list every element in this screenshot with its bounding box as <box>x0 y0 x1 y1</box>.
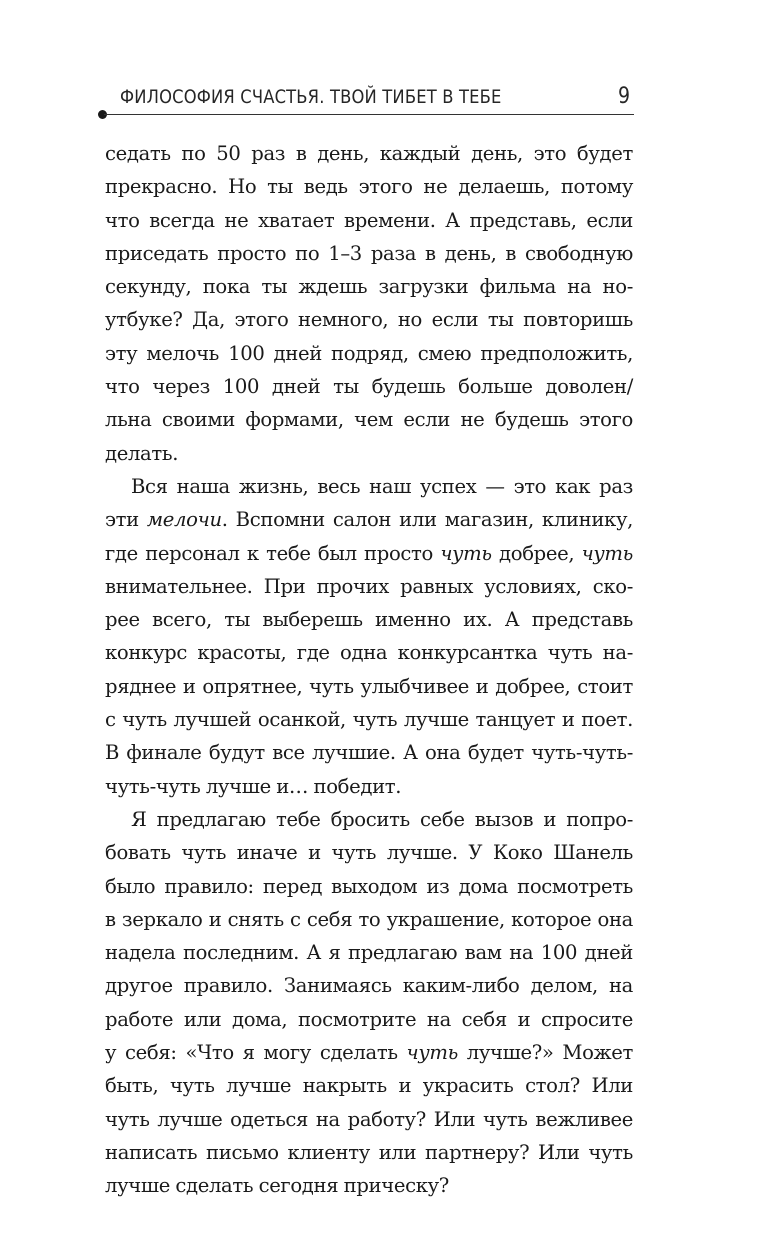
text-run: приседать просто по 1–3 раза в день, в свободную <box>105 241 633 265</box>
italic-emphasis: чуть <box>440 541 492 565</box>
text-run: делать. <box>105 441 179 465</box>
text-line <box>105 470 633 503</box>
text-run: что через 100 дней ты будешь больше доволен/ <box>105 375 633 399</box>
text-run: эту мелочь 100 дней подряд, смею предположить, <box>105 341 633 365</box>
text-line <box>105 570 633 603</box>
text-run: работе или дома, посмотрите на себя и спросите <box>105 1007 633 1031</box>
text-run: утбуке? Да, этого немного, но если ты повторишь <box>105 308 633 332</box>
text-line <box>105 403 633 436</box>
text-run: чуть лучше одеться на работу? Или чуть вежливее <box>105 1107 633 1131</box>
text-run: написать письмо клиенту или партнеру? Или чуть <box>105 1140 633 1164</box>
text-run: седать по 50 раз в день, каждый день, это будет <box>105 142 633 165</box>
text-line <box>105 503 633 536</box>
text-line <box>105 204 633 237</box>
text-line <box>105 803 633 836</box>
text-line <box>105 1036 633 1069</box>
text-line <box>105 603 633 636</box>
text-run: Вся наша жизнь, весь наш успех — это как раз <box>131 474 633 498</box>
text-line <box>105 903 633 936</box>
text-run: быть, чуть лучше накрыть и украсить стол? Или <box>105 1074 633 1098</box>
text-run: льна своими формами, чем если не будешь этого <box>105 408 633 432</box>
text-line <box>105 670 633 703</box>
text-run: что всегда не хватает времени. А представь, если <box>105 208 633 232</box>
text-run: ряднее и опрятнее, чуть улыбчивее и добрее, стоит <box>105 674 633 698</box>
page-number: 9 <box>618 84 631 109</box>
text-run: секунду, пока ты ждешь загрузки фильма на но- <box>105 275 633 299</box>
text-line <box>105 237 633 270</box>
text-run: в зеркало и снять с себя то украшение, которое она <box>105 907 633 931</box>
text-run: чуть-чуть лучше и… победит. <box>105 774 402 798</box>
text-run: у себя: «Что я могу сделать <box>105 1041 407 1065</box>
text-run: Я предлагаю тебе бросить себе вызов и попро- <box>131 807 633 831</box>
header-rule <box>104 114 634 115</box>
body-text <box>105 137 633 1203</box>
text-line <box>105 1003 633 1036</box>
paragraph <box>105 137 633 470</box>
running-title: ФИЛОСОФИЯ СЧАСТЬЯ. ТВОЙ ТИБЕТ В ТЕБЕ <box>120 86 502 108</box>
text-run: внимательнее. При прочих равных условиях, ско- <box>105 574 633 598</box>
text-line <box>105 636 633 669</box>
text-run: В финале будут все лучшие. А она будет чуть-чуть- <box>105 741 633 765</box>
text-line <box>105 170 633 203</box>
text-run: было правило: перед выходом из дома посмотреть <box>105 874 633 898</box>
text-line <box>105 370 633 403</box>
italic-emphasis: чуть <box>406 1041 458 1065</box>
paragraph <box>105 803 633 1203</box>
text-run: где персонал к тебе был просто <box>105 541 441 565</box>
text-run: эти <box>105 508 147 532</box>
text-line <box>105 969 633 1002</box>
text-line <box>105 1103 633 1136</box>
text-line <box>105 870 633 903</box>
text-run: прекрасно. Но ты ведь этого не делаешь, потому <box>105 175 633 199</box>
text-line <box>105 437 633 470</box>
text-line <box>105 1069 633 1102</box>
text-line <box>105 770 633 803</box>
text-line <box>105 303 633 336</box>
text-line <box>105 537 633 570</box>
text-line <box>105 137 633 170</box>
paragraph <box>105 470 633 803</box>
text-line <box>105 836 633 869</box>
text-line <box>105 270 633 303</box>
text-run: лучше?» Может <box>457 1041 633 1065</box>
text-line <box>105 703 633 736</box>
text-run: лучше сделать сегодня прическу? <box>105 1174 449 1198</box>
text-line <box>105 1136 633 1169</box>
text-run: рее всего, ты выберешь именно их. А представь <box>105 608 633 632</box>
text-run: другое правило. Занимаясь каким-либо делом, на <box>105 974 633 998</box>
italic-emphasis: мелочи <box>146 508 222 532</box>
text-run: конкурс красоты, где одна конкурсантка чуть на- <box>105 641 633 665</box>
text-run: . Вспомни салон или магазин, клинику, <box>221 508 634 532</box>
text-line <box>105 936 633 969</box>
text-run: бовать чуть иначе и чуть лучше. У Коко Шанель <box>105 841 633 865</box>
text-run: с чуть лучшей осанкой, чуть лучше танцует и поет. <box>105 708 633 732</box>
text-run: надела последним. А я предлагаю вам на 100 дней <box>105 941 633 965</box>
text-run: добрее, <box>491 541 582 565</box>
italic-emphasis: чуть <box>581 541 633 565</box>
text-line <box>105 337 633 370</box>
text-line <box>105 736 633 769</box>
text-line <box>105 1169 633 1202</box>
